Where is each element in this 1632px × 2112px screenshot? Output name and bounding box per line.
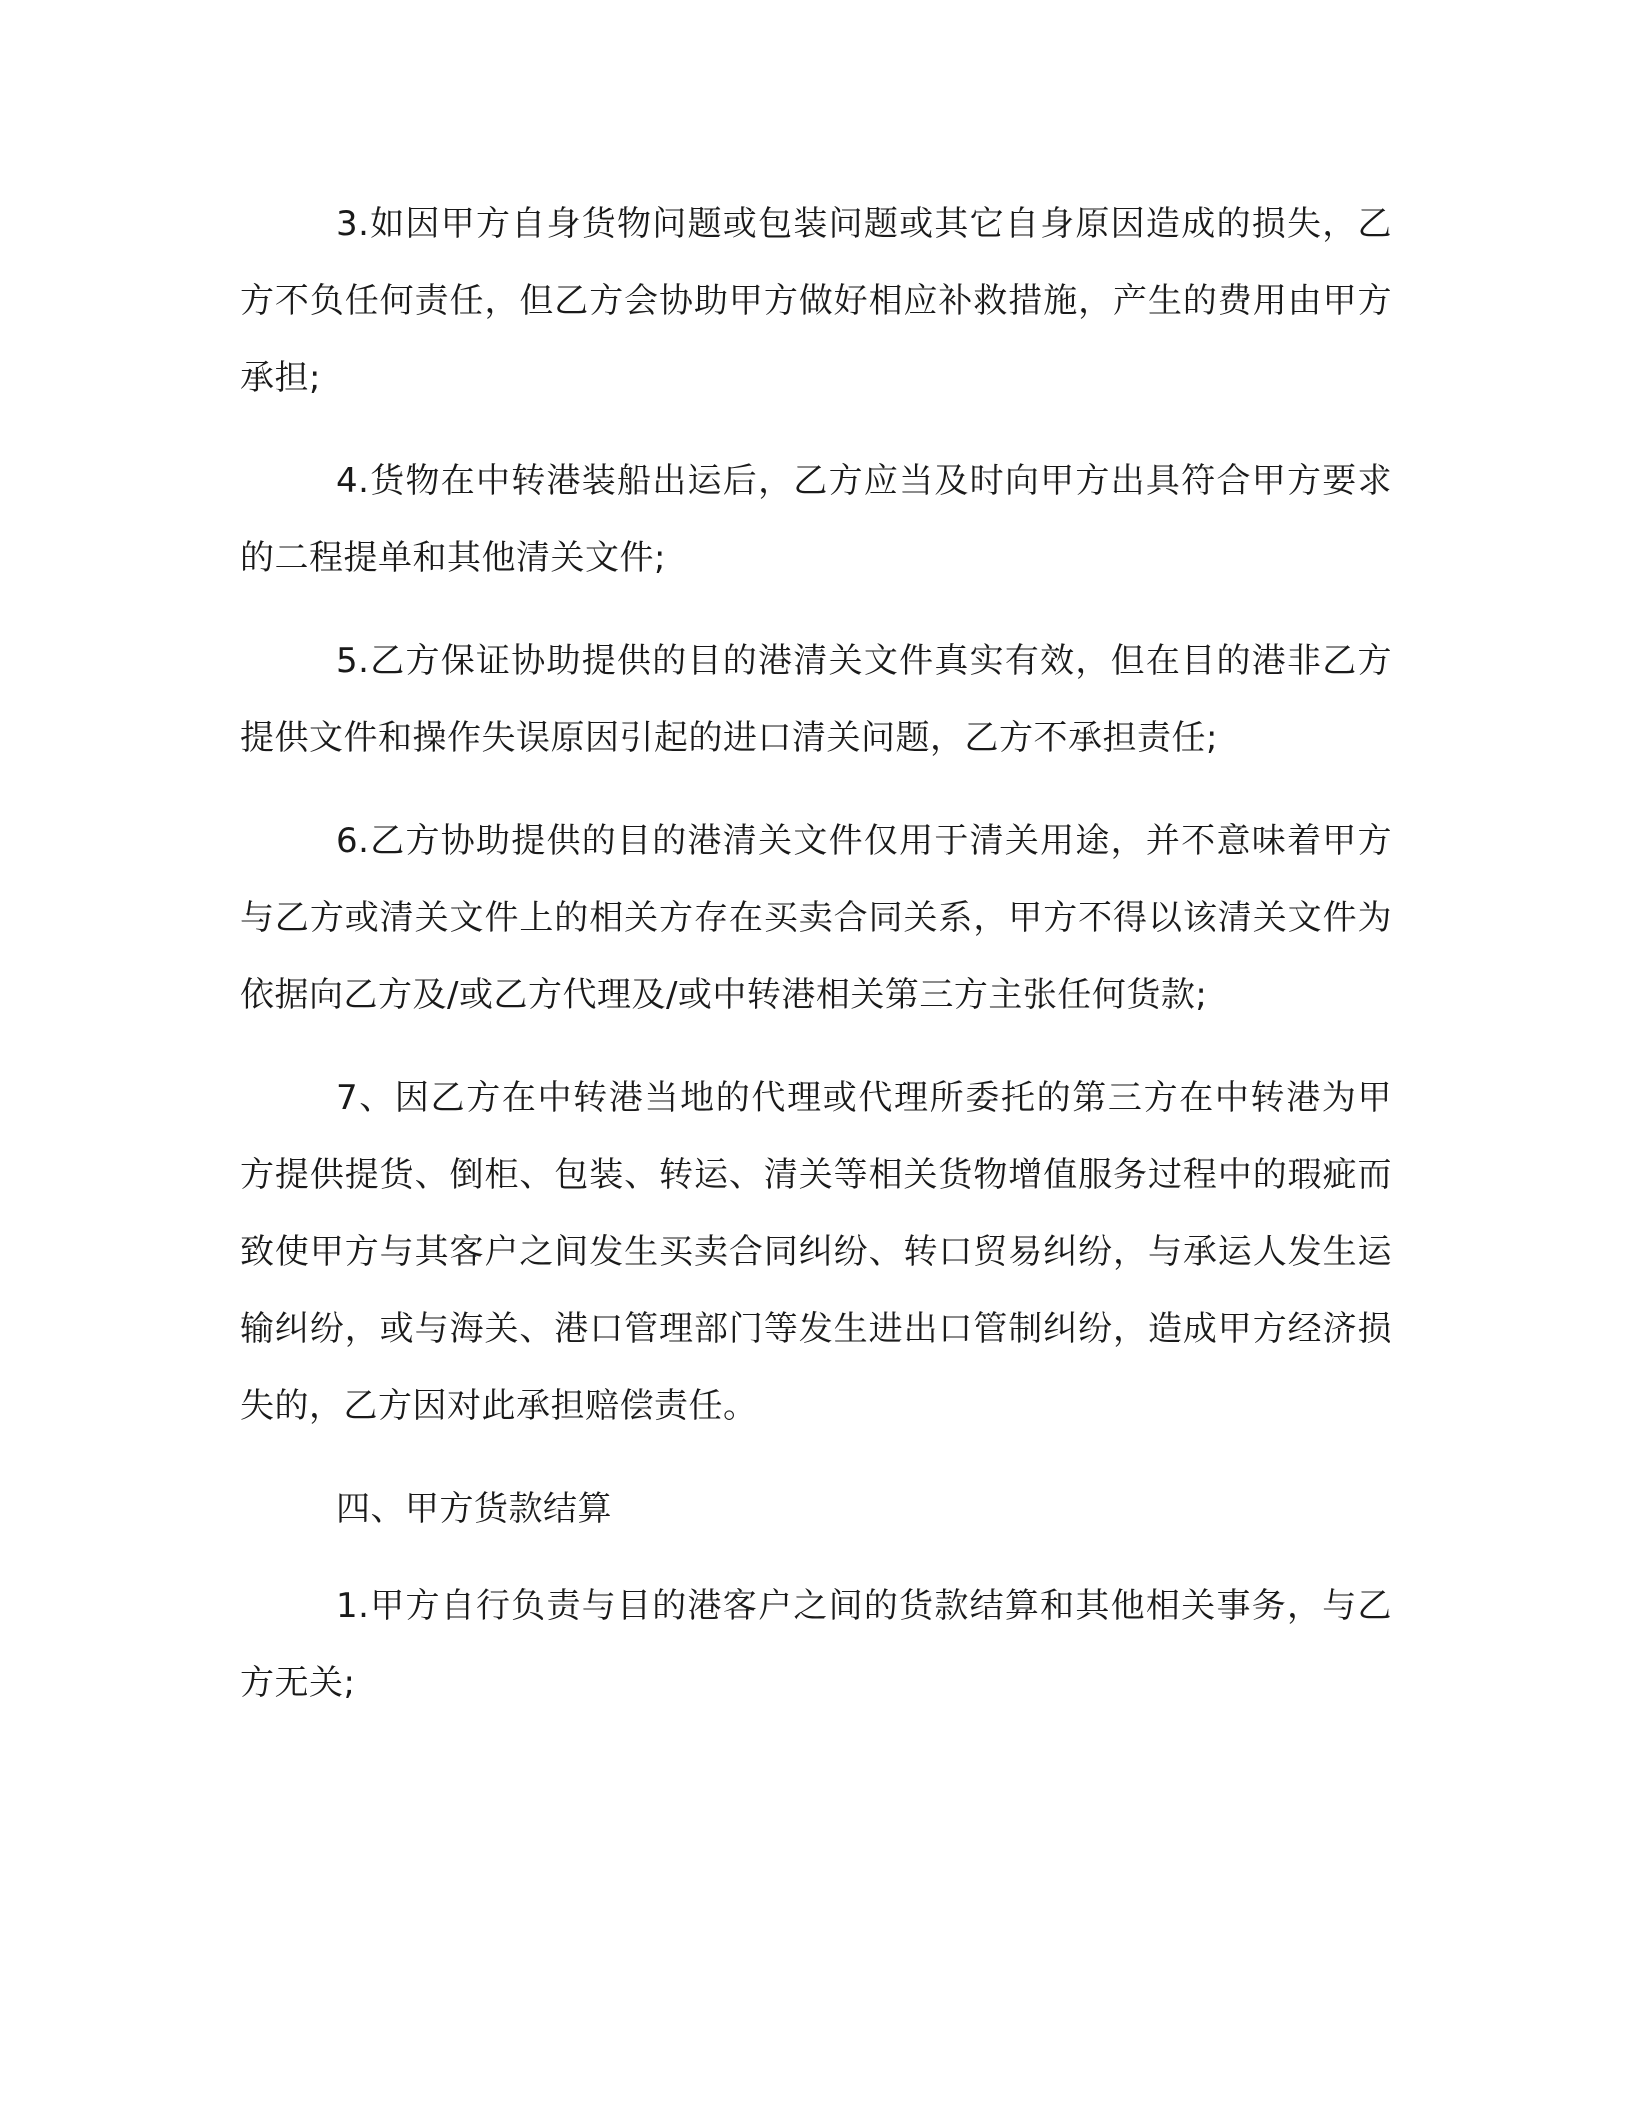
section-four-clause-1-paragraph: 1.甲方自行负责与目的港客户之间的货款结算和其他相关事务，与乙方无关; xyxy=(240,1586,1392,1703)
section-four-heading: 四、甲方货款结算 xyxy=(336,1489,612,1529)
clause-6-paragraph: 6.乙方协助提供的目的港清关文件仅用于清关用途，并不意味着甲方与乙方或清关文件上的相关方存在买卖合同关系，甲方不得以该清关文件为依据向乙方及/或乙方代理及/或中转港相关第三方主张任何货款; xyxy=(240,821,1392,1015)
clause-3-paragraph: 3.如因甲方自身货物问题或包装问题或其它自身原因造成的损失，乙方不负任何责任，但乙方会协助甲方做好相应补救措施，产生的费用由甲方承担; xyxy=(240,204,1392,398)
document-page xyxy=(240,186,1392,1748)
clause-5-paragraph: 5.乙方保证协助提供的目的港清关文件真实有效，但在目的港非乙方提供文件和操作失误原因引起的进口清关问题，乙方不承担责任; xyxy=(240,641,1392,758)
clause-4-paragraph: 4.货物在中转港装船出运后，乙方应当及时向甲方出具符合甲方要求的二程提单和其他清关文件; xyxy=(240,461,1392,578)
clause-7-paragraph: 7、因乙方在中转港当地的代理或代理所委托的第三方在中转港为甲方提供提货、倒柜、包装、转运、清关等相关货物增值服务过程中的瑕疵而致使甲方与其客户之间发生买卖合同纠纷、转口贸易纠纷，与承运人发生运输纠纷，或与海关、港口管理部门等发生进出口管制纠纷，造成甲方经济损失的，乙方因对此承担赔偿责任。 xyxy=(240,1078,1392,1426)
